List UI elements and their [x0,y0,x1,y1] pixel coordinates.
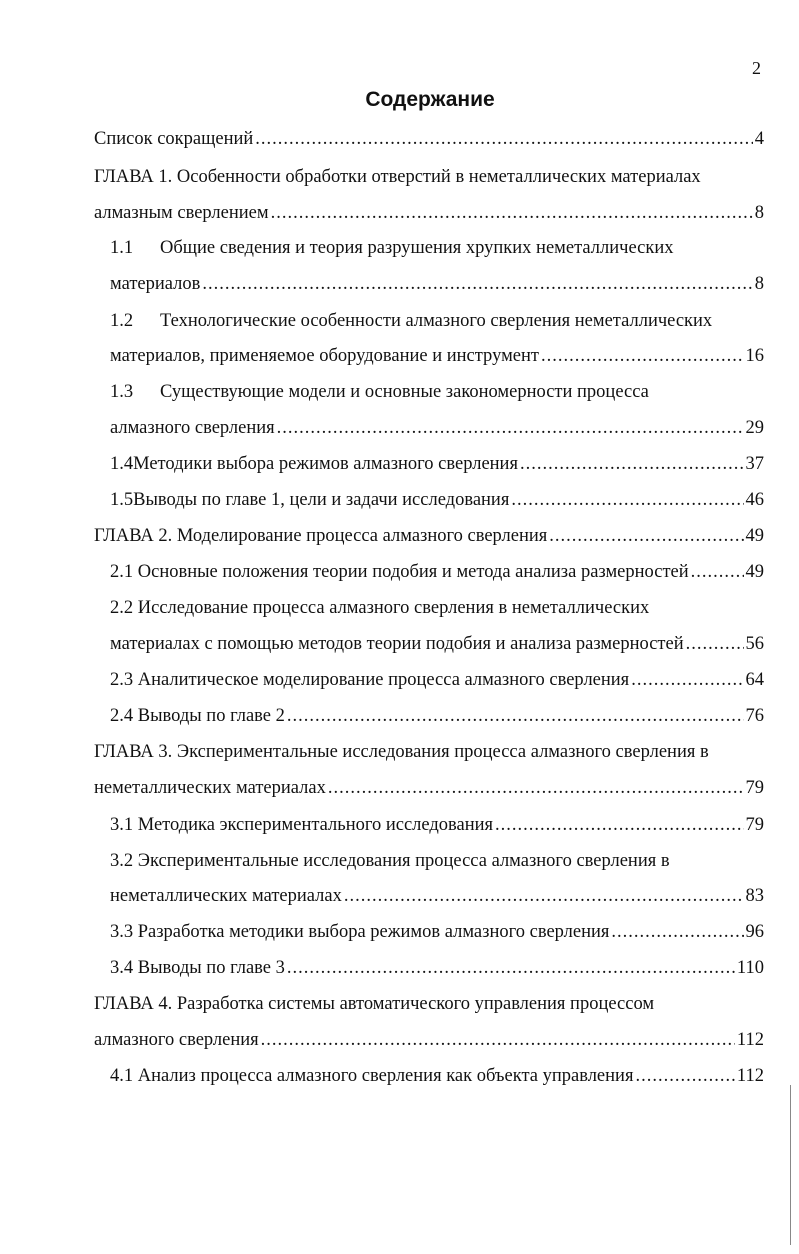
toc-chapter-1-line1[interactable] [94,165,701,189]
toc-section-4-1[interactable] [110,1064,764,1088]
toc-section-1-4[interactable] [110,452,764,476]
toc-chapter-1-line2[interactable] [94,201,764,225]
toc-page-number: 56 [745,634,764,654]
toc-section-1-3-line2[interactable] [110,416,764,440]
toc-page-number: 49 [745,526,764,546]
leader-dots [611,920,743,944]
toc-section-3-4[interactable] [110,956,764,980]
leader-dots [495,813,743,837]
toc-section-1-1-line2[interactable] [110,272,764,296]
leader-dots [287,956,735,980]
section-number: 1.3 [110,382,134,402]
toc-entry-text: Общие сведения и теория разрушения хрупких неметаллических [160,238,674,258]
toc-section-1-3-line1[interactable] [110,380,649,404]
toc-page-number: 112 [736,1030,764,1050]
toc-entry-text: 2.2 Исследование процесса алмазного сверления в неметаллических [110,598,650,618]
toc-page-number: 37 [745,454,764,474]
leader-dots [202,272,752,296]
toc-entry-text: Технологические особенности алмазного сверления неметаллических [160,311,713,331]
page-title: Содержание [365,88,495,111]
toc-chapter-4-line2[interactable] [94,1028,764,1052]
leader-dots [328,776,744,800]
toc-entry-text: Выводы по главе 1, цели и задачи исследования [133,490,510,510]
leader-dots [261,1028,735,1052]
toc-entry-text: 4.1 Анализ процесса алмазного сверления как объекта управления [110,1066,634,1086]
toc-page-number: 64 [745,670,764,690]
toc-entry-text: материалов [110,274,201,294]
toc-entry-text: алмазного сверления [94,1030,259,1050]
toc-section-3-1[interactable] [110,813,764,837]
toc-entry-text: 3.3 Разработка методики выбора режимов алмазного сверления [110,922,610,942]
toc-page-number: 8 [754,203,764,223]
toc-page-number: 16 [745,346,764,366]
toc-page-number: 110 [736,958,764,978]
toc-entry-text: ГЛАВА 2. Моделирование процесса алмазного сверления [94,526,548,546]
toc-entry-text: Существующие модели и основные закономерности процесса [160,382,649,402]
toc-section-2-3[interactable] [110,668,764,692]
toc-section-1-1-line1[interactable] [110,236,673,260]
leader-dots [635,1064,734,1088]
toc-entry-text: Список сокращений [94,129,254,149]
leader-dots [511,488,743,512]
toc-page-number: 79 [745,815,764,835]
leader-dots [271,201,753,225]
toc-entry-text: 2.3 Аналитическое моделирование процесса алмазного сверления [110,670,630,690]
toc-entry-text: 3.1 Методика экспериментального исследования [110,815,494,835]
toc-chapter-3-line2[interactable] [94,776,764,800]
toc-chapter-3-line1[interactable] [94,740,709,764]
page-number: 2 [752,58,761,78]
toc-entry-text: алмазного сверления [110,418,275,438]
leader-dots [691,560,744,584]
leader-dots [549,524,743,548]
toc-entry-text: ГЛАВА 1. Особенности обработки отверстий в неметаллических материалах [94,167,701,187]
scan-edge-mark [790,1085,791,1245]
toc-section-3-2-line2[interactable] [110,884,764,908]
leader-dots [344,884,744,908]
toc-section-1-5[interactable] [110,488,764,512]
toc-section-1-2-line2[interactable] [110,344,764,368]
toc-page-number: 8 [754,274,764,294]
toc-entry-text: материалов, применяемое оборудование и инструмент [110,346,539,366]
toc-chapter-4-line1[interactable] [94,992,654,1016]
toc-page-number: 4 [754,129,764,149]
leader-dots [631,668,743,692]
toc-entry-text: материалах с помощью методов теории подобия и анализа размерностей [110,634,684,654]
toc-entry-text: ГЛАВА 3. Экспериментальные исследования процесса алмазного сверления в [94,742,709,762]
toc-page-number: 83 [745,886,764,906]
toc-chapter-2[interactable] [94,524,764,548]
toc-page-number: 46 [745,490,764,510]
section-number: 1.2 [110,311,134,331]
toc-entry-text: 3.4 Выводы по главе 3 [110,958,285,978]
toc-entry-text: ГЛАВА 4. Разработка системы автоматического управления процессом [94,994,655,1014]
toc-section-3-3[interactable] [110,920,764,944]
toc-entry-text: 3.2 Экспериментальные исследования процесса алмазного сверления в [110,851,670,871]
section-number: 1.1 [110,238,134,258]
toc-entry-text: неметаллических материалах [94,778,326,798]
toc-section-2-1[interactable] [110,560,764,584]
leader-dots [277,416,744,440]
leader-dots [255,127,752,151]
leader-dots [541,344,744,368]
toc-entry-text: Методики выбора режимов алмазного сверления [133,454,518,474]
toc-entry-abbreviations[interactable] [94,127,764,151]
toc-page-number: 112 [736,1066,764,1086]
toc-entry-text: 2.1 Основные положения теории подобия и метода анализа размерностей [110,562,689,582]
section-number: 1.5 [110,490,134,510]
toc-section-3-2-line1[interactable] [110,849,670,873]
toc-page-number: 76 [745,706,764,726]
toc-section-2-2-line1[interactable] [110,596,649,620]
toc-section-1-2-line1[interactable] [110,309,712,333]
leader-dots [686,632,744,656]
leader-dots [520,452,744,476]
toc-page-number: 29 [745,418,764,438]
toc-entry-text: 2.4 Выводы по главе 2 [110,706,285,726]
toc-page-number: 49 [745,562,764,582]
toc-entry-text: неметаллических материалах [110,886,342,906]
leader-dots [287,704,744,728]
toc-entry-text: алмазным сверлением [94,203,269,223]
section-number: 1.4 [110,454,134,474]
toc-section-2-4[interactable] [110,704,764,728]
toc-page-number: 96 [745,922,764,942]
toc-section-2-2-line2[interactable] [110,632,764,656]
toc-page-number: 79 [745,778,764,798]
